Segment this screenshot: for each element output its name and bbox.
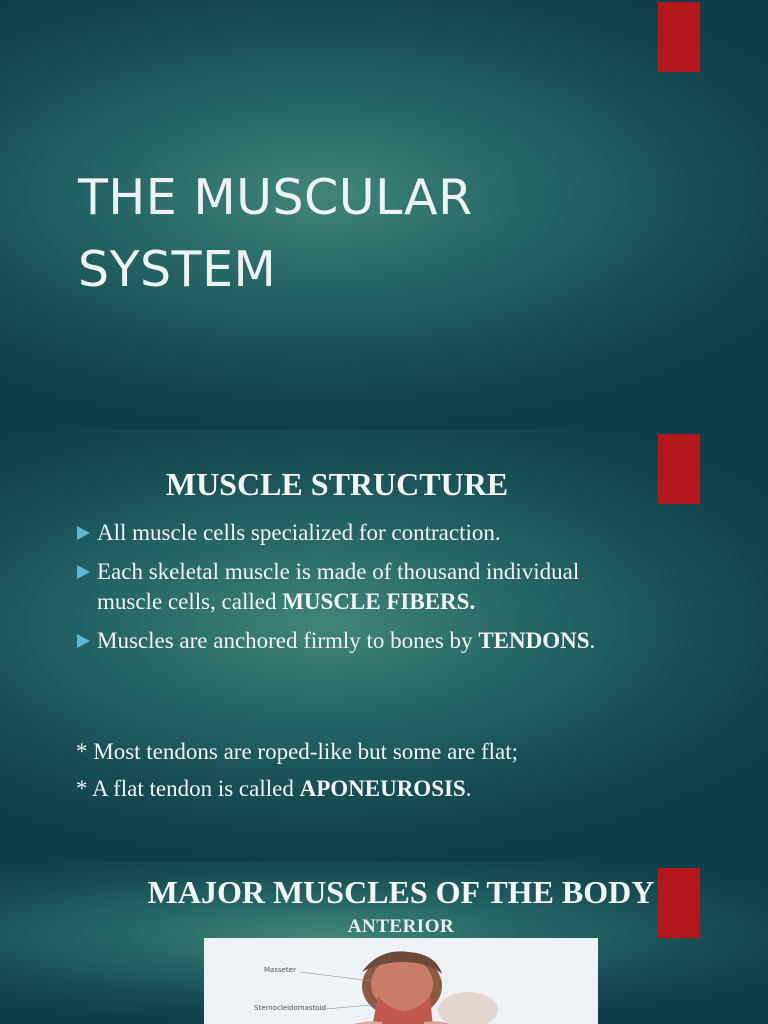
title-line-2: SYSTEM xyxy=(78,241,277,298)
figure-label: Masseter xyxy=(264,966,296,974)
bullet-bold-term: MUSCLE FIBERS. xyxy=(282,589,476,614)
slide-title-text xyxy=(78,162,473,306)
slide-muscle-structure xyxy=(0,430,768,862)
slide-title xyxy=(0,0,768,430)
slide-major-muscles xyxy=(0,862,768,1024)
note-text: * A flat tendon is called xyxy=(76,776,300,801)
section-heading: MAJOR MUSCLES OF THE BODY xyxy=(147,874,655,910)
note-line xyxy=(76,776,471,802)
triangle-bullet-icon xyxy=(77,526,90,540)
bullet-text: Each skeletal muscle is made of thousand individual muscle cells, called xyxy=(97,559,580,614)
triangle-bullet-icon xyxy=(77,634,90,648)
figure-label: Sternocleidomastoid xyxy=(254,1004,326,1012)
bullet-item xyxy=(76,557,636,617)
bullet-bold-term: TENDONS xyxy=(478,628,590,653)
note-line: * Most tendons are roped-like but some are flat; xyxy=(76,739,518,764)
bullet-list xyxy=(76,518,636,665)
red-accent-bar xyxy=(658,2,700,72)
anatomy-figure xyxy=(204,938,598,1024)
bullet-item xyxy=(76,626,636,656)
note-trailing-punct: . xyxy=(465,776,472,801)
title-line-1: THE MUSCULAR xyxy=(78,169,473,226)
bullet-text: Muscles are anchored firmly to bones by xyxy=(97,628,479,653)
bullet-text: All muscle cells specialized for contraction. xyxy=(97,520,501,545)
note-bold-term: APONEUROSIS xyxy=(299,776,466,801)
section-subheading: ANTERIOR xyxy=(347,916,455,937)
bullet-item xyxy=(76,518,636,548)
triangle-bullet-icon xyxy=(77,565,90,579)
bullet-trailing-punct: . xyxy=(589,628,596,653)
section-heading: MUSCLE STRUCTURE xyxy=(165,466,509,502)
